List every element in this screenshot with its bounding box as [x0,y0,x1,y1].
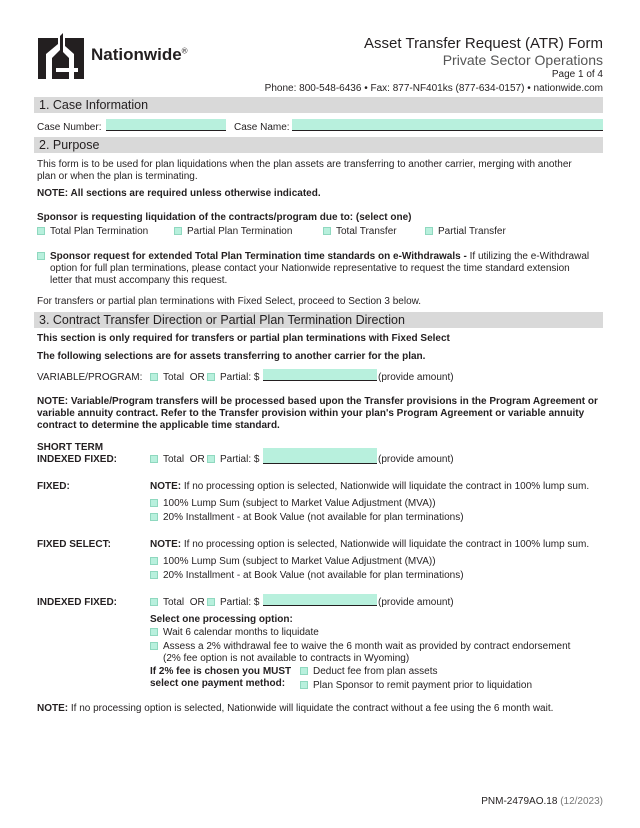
or-label: OR [189,454,205,465]
note-bold: NOTE: [37,703,69,714]
checkbox[interactable] [37,227,45,235]
stif-provide-amount: (provide amount) [378,454,454,465]
total-label: Total [163,454,185,465]
eagle-logo-icon [38,24,84,79]
option-partial-plan-termination[interactable] [174,225,292,238]
note-bold: NOTE: [150,539,182,550]
note-text: If no processing option is selected, Nationwide will liquidate the contract in 100% lump sum. [181,481,590,492]
contact-info: Phone: 800-548-6436 • Fax: 877-NF401ks (877-634-0157) • nationwide.com [264,83,603,94]
checkbox[interactable] [207,455,215,463]
option-total-transfer[interactable] [323,225,397,238]
extended-title: Sponsor request for extended Total Plan Termination time standards on e-Withdrawals - [50,251,467,262]
payment-label-line2: select one payment method: [150,678,286,689]
logo-wordmark [91,45,188,65]
form-date: (12/2023) [560,796,603,807]
checkbox[interactable] [150,598,158,606]
purpose-intro-line1: This form is to be used for plan liquidations when the plan assets are transferring to another carrier, merging with another [37,159,572,170]
variable-total[interactable] [150,371,205,384]
stif-label-line1: SHORT TERM [37,442,104,453]
checkbox[interactable] [207,598,215,606]
section-1-heading: 1. Case Information [34,97,603,113]
indexed-provide-amount: (provide amount) [378,597,454,608]
fixed-note [150,480,589,493]
option-label: Wait 6 calendar months to liquidate [163,627,319,638]
variable-label: VARIABLE/PROGRAM: [37,372,143,383]
fixed-select-label: FIXED SELECT: [37,539,111,550]
stif-amount-field[interactable] [263,448,377,464]
stif-label-line2: INDEXED FIXED: [37,454,118,465]
checkbox[interactable] [150,571,158,579]
deduct-option[interactable] [300,665,438,678]
option-label: 100% Lump Sum (subject to Market Value Adjustment (MVA)) [163,556,436,567]
checkbox[interactable] [300,667,308,675]
fixed-installment[interactable] [150,511,464,524]
option-label: 20% Installment - at Book Value (not available for plan terminations) [163,570,464,581]
checkbox[interactable] [150,557,158,565]
section-3-heading: 3. Contract Transfer Direction or Partial Plan Termination Direction [34,312,603,328]
checkbox[interactable] [150,373,158,381]
or-label: OR [189,597,205,608]
indexed-amount-field[interactable] [263,594,377,606]
sponsor-question: Sponsor is requesting liquidation of the contracts/program due to: (select one) [37,212,412,223]
note-bold: NOTE: [150,481,182,492]
purpose-intro-line2: plan or when the plan is terminating. [37,171,198,182]
remit-option[interactable] [300,679,532,692]
footer-form-number [481,795,603,808]
logo-text: Nationwide [91,45,182,64]
payment-label-line1: If 2% fee is chosen you MUST [150,666,292,677]
extended-text: If utilizing the e-Withdrawal [466,251,590,262]
indexed-partial[interactable] [207,596,259,609]
only-required-note: This section is only required for transfers or partial plan terminations with Fixed Select [37,333,450,344]
form-subtitle: Private Sector Operations [442,52,603,68]
option-label: Assess a 2% withdrawal fee to waive the 6 month wait as provided by contract endorsement [163,641,571,652]
form-title: Asset Transfer Request (ATR) Form [364,35,603,52]
wait-option[interactable] [150,626,319,639]
case-number-label: Case Number: [37,122,102,133]
following-note: The following selections are for assets transferring to another carrier for the plan. [37,351,426,362]
checkbox[interactable] [150,642,158,650]
variable-note-line1: NOTE: Variable/Program transfers will be processed based upon the Transfer provisions in the Program Agreement or [37,396,598,407]
fixed-select-note: For transfers or partial plan terminations with Fixed Select, proceed to Section 3 below. [37,296,422,307]
checkbox[interactable] [37,252,45,260]
checkbox[interactable] [174,227,182,235]
fixed-lump-sum[interactable] [150,497,436,510]
registered-mark: ® [181,46,188,56]
fixed-select-installment[interactable] [150,569,464,582]
fixed-select-note [150,538,589,551]
or-label: OR [189,372,205,383]
select-processing-label: Select one processing option: [150,614,293,625]
stif-total[interactable] [150,453,205,466]
case-name-label: Case Name: [234,122,290,133]
indexed-label: INDEXED FIXED: [37,597,118,608]
indexed-total[interactable] [150,596,205,609]
checkbox[interactable] [207,373,215,381]
variable-provide-amount: (provide amount) [378,372,454,383]
note-text: If no processing option is selected, Nationwide will liquidate the contract without a fee using the 6 month wait. [68,703,554,714]
note-text: If no processing option is selected, Nationwide will liquidate the contract in 100% lump sum. [181,539,590,550]
option-total-plan-termination[interactable] [37,225,148,238]
variable-partial[interactable] [207,371,259,384]
checkbox[interactable] [150,455,158,463]
required-note: NOTE: All sections are required unless otherwise indicated. [37,188,321,199]
partial-label: Partial: $ [220,454,260,465]
option-label: Total Plan Termination [50,226,149,237]
variable-note-line2: variable annuity contract. Refer to the Transfer provision within your plan's Program Agreement or variable annuity [37,408,585,419]
option-label: Plan Sponsor to remit payment prior to liquidation [313,680,533,691]
assess-line2: (2% fee option is not available to contracts in Wyoming) [163,653,410,664]
extended-line2: option for full plan terminations, please contact your Nationwide representative to request the time standard extension [50,263,570,274]
partial-label: Partial: $ [220,372,260,383]
variable-amount-field[interactable] [263,369,377,381]
total-label: Total [163,597,185,608]
option-label: Deduct fee from plan assets [313,666,438,677]
checkbox[interactable] [150,513,158,521]
option-label: Total Transfer [336,226,397,237]
page-number: Page 1 of 4 [551,69,603,80]
option-label: 100% Lump Sum (subject to Market Value Adjustment (MVA)) [163,498,436,509]
variable-note-line3: contract to determine the applicable time standard. [37,420,280,431]
fixed-select-lump-sum[interactable] [150,555,436,568]
partial-label: Partial: $ [220,597,260,608]
option-label: Partial Plan Termination [187,226,293,237]
option-label: 20% Installment - at Book Value (not available for plan terminations) [163,512,464,523]
fixed-label: FIXED: [37,481,70,492]
checkbox[interactable] [150,499,158,507]
nationwide-logo [38,24,84,79]
section-2-heading: 2. Purpose [34,137,603,153]
option-label: Partial Transfer [438,226,506,237]
checkbox[interactable] [300,681,308,689]
option-partial-transfer[interactable] [425,225,506,238]
extended-line3: letter that must accompany this request. [50,275,228,286]
total-label: Total [163,372,185,383]
case-number-field[interactable] [106,119,226,131]
stif-partial[interactable] [207,453,259,466]
case-name-field[interactable] [292,119,603,131]
checkbox[interactable] [425,227,433,235]
checkbox[interactable] [323,227,331,235]
final-note [37,702,553,715]
checkbox[interactable] [150,628,158,636]
form-number: PNM-2479AO.18 [481,796,558,807]
